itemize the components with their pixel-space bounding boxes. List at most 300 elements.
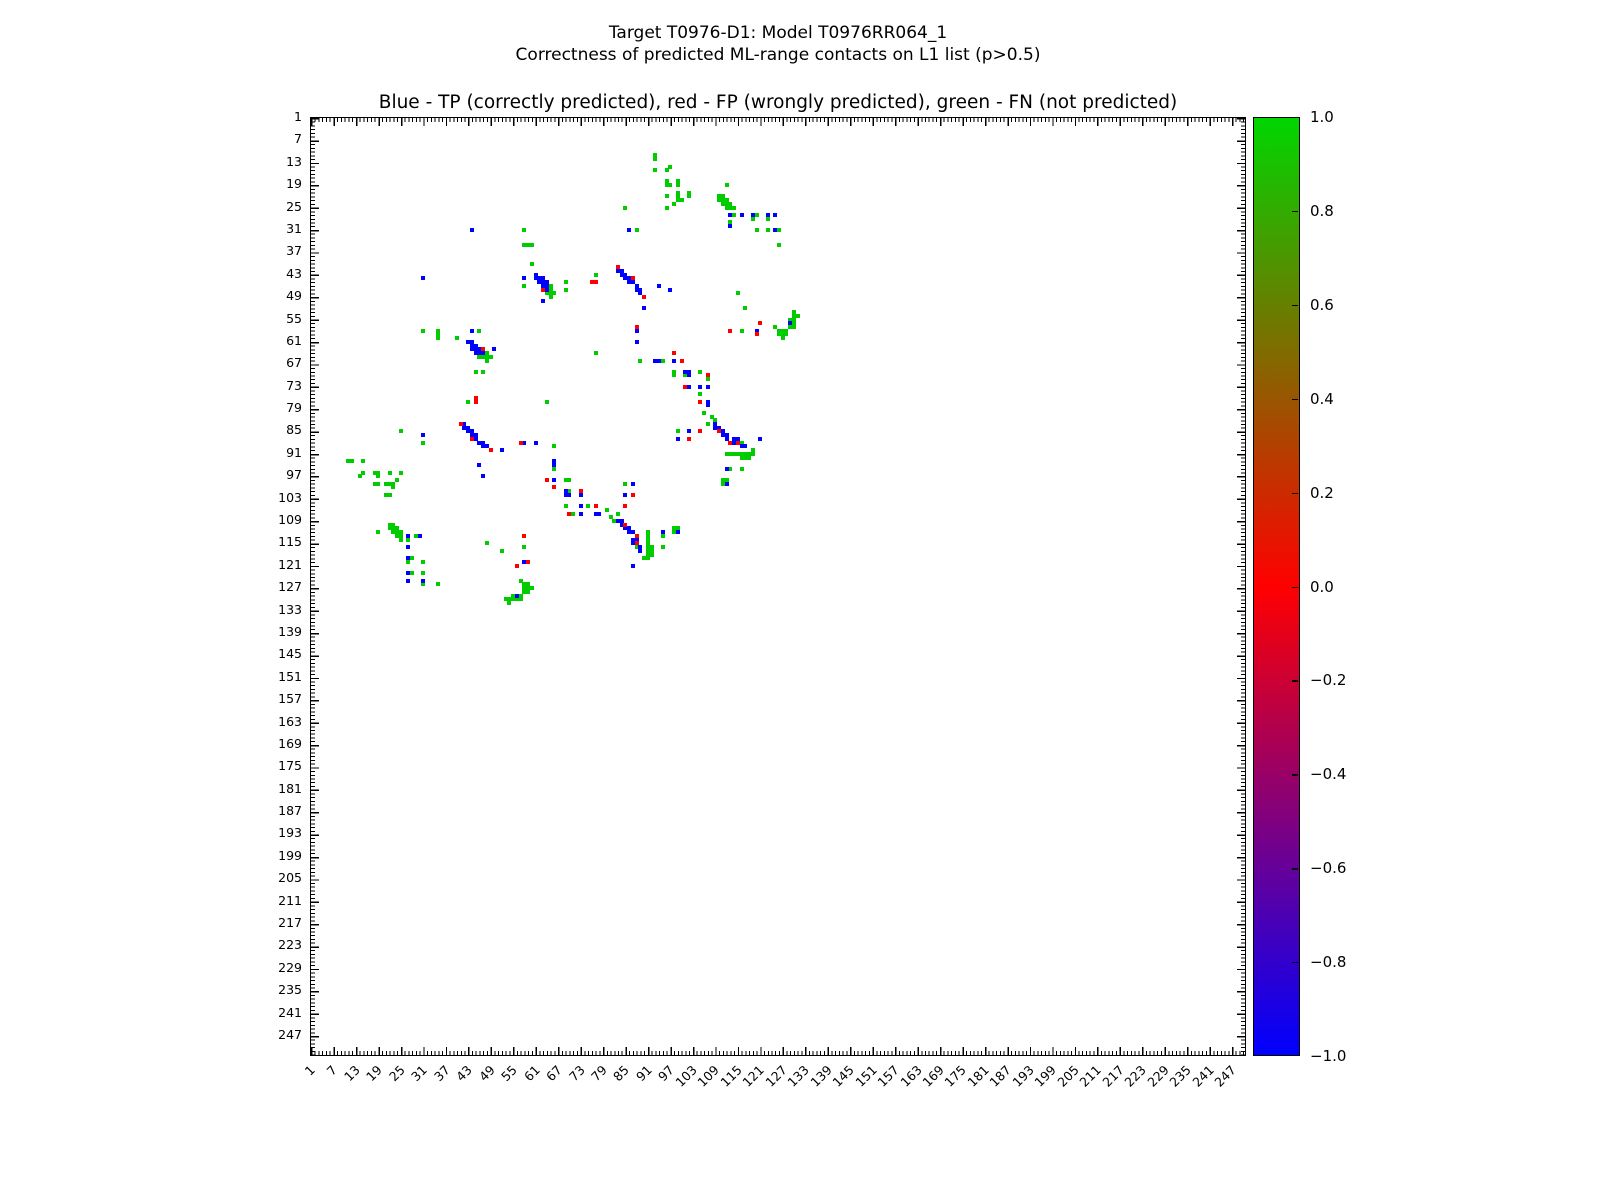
contact-marker <box>522 284 526 288</box>
contact-marker <box>702 411 706 415</box>
x-tick-label: 211 <box>1076 1062 1105 1090</box>
contact-marker <box>350 459 354 463</box>
x-tick-label: 97 <box>655 1062 678 1085</box>
contact-marker <box>736 441 740 445</box>
contact-marker <box>388 493 392 497</box>
x-tick-label: 1 <box>301 1062 318 1079</box>
contact-marker <box>657 359 661 363</box>
contact-marker <box>552 478 556 482</box>
contact-marker <box>579 512 583 516</box>
colorbar-tick-label: −0.4 <box>1310 765 1347 784</box>
x-tick-label: 235 <box>1166 1062 1194 1090</box>
contact-marker <box>594 504 598 508</box>
contact-marker <box>481 474 485 478</box>
colorbar-tick-label: 0.8 <box>1310 201 1334 220</box>
contact-marker <box>507 601 511 605</box>
contact-marker <box>410 556 414 560</box>
colorbar-tick-label: 0.0 <box>1310 577 1334 596</box>
x-tick-label: 19 <box>363 1062 386 1085</box>
contact-marker <box>564 504 568 508</box>
contact-marker <box>728 213 732 217</box>
contact-marker <box>635 325 639 329</box>
x-tick-label: 157 <box>874 1062 902 1090</box>
y-tick-label: 229 <box>278 959 302 975</box>
colorbar-tick-label: 1.0 <box>1310 108 1334 126</box>
y-tick-label: 205 <box>278 870 302 886</box>
contact-marker <box>410 571 414 575</box>
contact-marker <box>485 541 489 545</box>
contact-marker <box>466 400 470 404</box>
contact-marker <box>616 265 620 269</box>
contact-marker <box>421 276 425 280</box>
y-tick-label: 55 <box>286 310 302 326</box>
contact-marker <box>784 332 788 336</box>
contact-marker <box>796 314 800 318</box>
x-tick-label: 109 <box>694 1062 723 1090</box>
contact-marker <box>631 564 635 568</box>
contact-marker <box>406 545 410 549</box>
y-tick-label: 91 <box>286 444 302 460</box>
contact-marker <box>388 471 392 475</box>
contact-marker <box>526 590 530 594</box>
colorbar-tick <box>1292 399 1298 400</box>
contact-marker <box>399 471 403 475</box>
contact-marker <box>597 512 601 516</box>
x-tick-label: 31 <box>408 1062 431 1085</box>
contact-marker <box>399 429 403 433</box>
contact-marker <box>781 336 785 340</box>
contact-marker <box>522 276 526 280</box>
contact-marker <box>766 217 770 221</box>
y-tick-label: 73 <box>286 377 302 393</box>
y-tick-label: 211 <box>278 892 302 908</box>
contact-marker <box>477 329 481 333</box>
contact-marker <box>665 168 669 172</box>
contact-marker <box>687 429 691 433</box>
contact-marker <box>481 347 485 351</box>
contact-marker <box>777 228 781 232</box>
colorbar-tick <box>1292 774 1298 775</box>
x-tick-label: 25 <box>385 1062 408 1085</box>
y-tick-label: 139 <box>278 623 302 639</box>
y-tick-label: 163 <box>278 713 302 729</box>
contact-marker <box>421 433 425 437</box>
contact-marker <box>485 359 489 363</box>
contact-marker <box>552 485 556 489</box>
contact-marker <box>623 206 627 210</box>
contact-marker <box>698 429 702 433</box>
y-major-ticks-right <box>1237 118 1245 1055</box>
contact-marker <box>766 213 770 217</box>
contact-marker <box>747 456 751 460</box>
contact-marker <box>594 273 598 277</box>
contact-marker <box>455 336 459 340</box>
contact-marker <box>777 243 781 247</box>
contact-marker <box>755 332 759 336</box>
contact-marker <box>728 224 732 228</box>
contact-marker <box>421 579 425 583</box>
x-tick-label: 175 <box>941 1062 970 1090</box>
contact-marker <box>623 493 627 497</box>
x-tick-label: 115 <box>717 1062 745 1090</box>
contact-marker <box>579 489 583 493</box>
axes-title: Blue - TP (correctly predicted), red - FP (wrongly predicted), green - FN (not predicted) <box>378 92 1178 113</box>
contact-marker <box>545 288 549 292</box>
contact-marker <box>732 206 736 210</box>
contact-marker <box>418 534 422 538</box>
contact-marker <box>492 347 496 351</box>
contact-marker <box>522 545 526 549</box>
x-tick-label: 133 <box>784 1062 813 1090</box>
contact-marker <box>526 560 530 564</box>
colorbar-tick <box>1292 211 1298 212</box>
y-tick-label: 85 <box>286 422 302 438</box>
contact-marker <box>638 549 642 553</box>
contact-marker <box>728 467 732 471</box>
contact-marker <box>594 351 598 355</box>
x-tick-label: 79 <box>588 1062 610 1085</box>
x-tick-label: 121 <box>739 1062 768 1090</box>
contact-marker <box>579 493 583 497</box>
y-tick-label: 151 <box>278 668 302 684</box>
contact-marker <box>358 474 362 478</box>
y-tick-label: 169 <box>278 735 302 751</box>
colorbar-tick <box>1292 493 1298 494</box>
contact-marker <box>642 306 646 310</box>
contact-marker <box>623 504 627 508</box>
y-tick-label: 121 <box>278 556 302 572</box>
x-tick-label: 181 <box>964 1062 992 1090</box>
contact-marker <box>668 165 672 169</box>
contact-marker <box>530 586 534 590</box>
y-tick-label: 241 <box>278 1004 302 1020</box>
y-tick-label: 235 <box>278 982 302 998</box>
figure-title-line1: Target T0976-D1: Model T0976RR064_1 <box>608 23 948 43</box>
contact-marker <box>515 594 519 598</box>
contact-marker <box>421 582 425 586</box>
colorbar-tick <box>1292 868 1298 869</box>
contact-marker <box>665 194 669 198</box>
y-tick-label: 67 <box>286 355 302 371</box>
y-tick-label: 31 <box>286 220 302 236</box>
contact-marker <box>706 422 710 426</box>
contact-marker <box>605 508 609 512</box>
contact-marker <box>680 198 684 202</box>
x-tick-label: 7 <box>324 1062 341 1079</box>
contact-marker <box>530 262 534 266</box>
x-tick-label: 103 <box>672 1062 700 1090</box>
contact-marker <box>650 553 654 557</box>
contact-marker <box>672 351 676 355</box>
contact-marker <box>698 370 702 374</box>
contact-marker <box>631 482 635 486</box>
contact-marker <box>541 299 545 303</box>
x-tick-label: 163 <box>896 1062 925 1090</box>
contact-marker <box>683 385 687 389</box>
y-tick-label: 175 <box>278 758 302 774</box>
contact-marker <box>522 534 526 538</box>
y-tick-label: 193 <box>278 825 302 841</box>
contact-marker <box>623 523 627 527</box>
contact-marker <box>421 571 425 575</box>
y-tick-label: 109 <box>278 512 302 528</box>
figure-title-line2: Correctness of predicted ML-range contacts on L1 list (p>0.5) <box>515 45 1041 65</box>
contact-marker <box>740 467 744 471</box>
x-tick-label: 151 <box>851 1062 880 1090</box>
contact-marker <box>406 538 410 542</box>
colorbar-tick <box>1292 962 1298 963</box>
contact-marker <box>391 485 395 489</box>
contact-marker <box>687 194 691 198</box>
contact-marker <box>635 329 639 333</box>
contact-marker <box>623 482 627 486</box>
contact-marker <box>481 351 485 355</box>
contact-marker <box>631 493 635 497</box>
contact-marker <box>567 478 571 482</box>
contact-marker <box>549 295 553 299</box>
contact-marker <box>421 441 425 445</box>
contact-marker <box>519 597 523 601</box>
contact-marker <box>552 444 556 448</box>
x-major-ticks-bottom <box>311 1047 1245 1055</box>
y-tick-label: 247 <box>278 1026 302 1042</box>
contact-marker <box>627 228 631 232</box>
contact-marker <box>642 295 646 299</box>
x-tick-label: 205 <box>1054 1062 1082 1090</box>
contact-marker <box>635 534 639 538</box>
y-tick-label: 1 <box>294 109 302 124</box>
contact-marker <box>579 504 583 508</box>
contact-marker <box>773 228 777 232</box>
contact-marker <box>500 549 504 553</box>
contact-marker <box>515 564 519 568</box>
contact-marker <box>792 325 796 329</box>
contact-marker <box>534 441 538 445</box>
x-tick-label: 43 <box>453 1062 476 1085</box>
x-tick-label: 217 <box>1099 1062 1127 1090</box>
contact-marker <box>661 359 665 363</box>
x-major-ticks-top <box>311 118 1245 126</box>
contact-marker <box>653 157 657 161</box>
contact-marker <box>399 538 403 542</box>
contact-marker <box>616 512 620 516</box>
contact-marker <box>698 392 702 396</box>
contact-marker <box>635 228 639 232</box>
contact-marker <box>653 168 657 172</box>
contact-marker <box>672 373 676 377</box>
colorbar-tick <box>1292 680 1298 681</box>
contact-marker <box>755 228 759 232</box>
contact-marker <box>545 400 549 404</box>
contact-marker <box>668 288 672 292</box>
x-tick-label: 61 <box>520 1062 543 1085</box>
contact-marker <box>564 280 568 284</box>
contact-marker <box>676 437 680 441</box>
contact-marker <box>706 377 710 381</box>
x-tick-label: 91 <box>632 1062 655 1085</box>
x-tick-label: 85 <box>610 1062 633 1085</box>
contact-marker <box>646 556 650 560</box>
contact-marker <box>740 329 744 333</box>
contact-marker <box>376 482 380 486</box>
x-tick-label: 13 <box>340 1062 363 1085</box>
x-tick-label: 145 <box>829 1062 858 1090</box>
contact-marker <box>638 359 642 363</box>
colorbar-tick-label: −1.0 <box>1310 1047 1347 1065</box>
contact-marker <box>788 321 792 325</box>
x-tick-label: 169 <box>919 1062 947 1090</box>
y-tick-label: 19 <box>286 176 302 192</box>
contact-marker <box>406 560 410 564</box>
contact-marker <box>725 482 729 486</box>
contact-marker <box>717 429 721 433</box>
colorbar-tick-label: −0.6 <box>1310 859 1347 878</box>
contact-marker <box>406 534 410 538</box>
contact-marker <box>676 183 680 187</box>
y-tick-label: 61 <box>286 332 302 348</box>
y-tick-label: 217 <box>278 915 302 931</box>
contact-marker <box>635 541 639 545</box>
y-tick-label: 43 <box>286 265 302 281</box>
contact-marker <box>481 370 485 374</box>
contact-marker <box>725 183 729 187</box>
contact-marker <box>676 429 680 433</box>
x-tick-label: 241 <box>1188 1062 1217 1090</box>
contact-marker <box>755 213 759 217</box>
contact-marker <box>567 512 571 516</box>
contact-marker <box>376 530 380 534</box>
contact-marker <box>706 403 710 407</box>
colorbar-tick-label: 0.2 <box>1310 483 1334 502</box>
y-tick-label: 25 <box>286 198 302 214</box>
contact-marker <box>586 504 590 508</box>
contact-marker <box>687 437 691 441</box>
contact-marker <box>459 422 463 426</box>
contact-marker <box>395 478 399 482</box>
x-tick-label: 187 <box>986 1062 1015 1090</box>
colorbar-tick-label: 0.4 <box>1310 389 1334 408</box>
y-tick-label: 145 <box>278 646 302 662</box>
contact-marker <box>706 385 710 389</box>
contact-marker <box>541 288 545 292</box>
y-tick-label: 199 <box>278 847 302 863</box>
contact-marker <box>672 359 676 363</box>
contact-marker <box>477 463 481 467</box>
contact-marker <box>657 284 661 288</box>
colorbar-tick-label: −0.2 <box>1310 671 1347 690</box>
contact-marker <box>594 280 598 284</box>
y-tick-label: 223 <box>278 937 302 953</box>
contact-marker <box>522 228 526 232</box>
contact-marker <box>758 321 762 325</box>
contact-marker <box>728 441 732 445</box>
contact-marker <box>687 385 691 389</box>
contact-marker <box>530 243 534 247</box>
y-major-ticks-left <box>311 118 319 1055</box>
y-tick-label: 13 <box>286 153 302 169</box>
contact-marker <box>743 444 747 448</box>
plot-area <box>310 117 1246 1056</box>
contact-marker <box>698 385 702 389</box>
contact-marker <box>758 437 762 441</box>
y-tick-label: 103 <box>278 489 302 505</box>
contact-marker <box>552 467 556 471</box>
x-tick-label: 127 <box>762 1062 790 1090</box>
contact-marker <box>436 582 440 586</box>
contact-marker <box>725 467 729 471</box>
contact-marker <box>519 441 523 445</box>
contact-marker <box>567 493 571 497</box>
contact-marker <box>728 329 732 333</box>
contact-marker <box>552 463 556 467</box>
y-tick-label: 37 <box>286 243 302 259</box>
contact-marker <box>773 213 777 217</box>
contact-marker <box>406 556 410 560</box>
x-tick-label: 67 <box>543 1062 565 1085</box>
contact-marker <box>631 276 635 280</box>
contact-marker <box>661 530 665 534</box>
y-tick-label: 127 <box>278 579 302 595</box>
contact-marker <box>474 400 478 404</box>
y-tick-label: 49 <box>286 288 302 304</box>
contact-marker <box>552 291 556 295</box>
contact-marker <box>406 579 410 583</box>
contact-marker <box>545 478 549 482</box>
contact-marker <box>361 471 365 475</box>
contact-marker <box>421 329 425 333</box>
y-tick-label: 79 <box>286 400 302 416</box>
contact-marker <box>474 370 478 374</box>
contact-marker <box>672 202 676 206</box>
contact-marker <box>665 206 669 210</box>
contact-marker <box>751 213 755 217</box>
colorbar-tick-label: 0.6 <box>1310 295 1334 314</box>
x-tick-label: 73 <box>565 1062 588 1085</box>
contact-marker <box>661 545 665 549</box>
contact-marker <box>668 183 672 187</box>
contact-marker <box>680 359 684 363</box>
contact-marker <box>661 534 665 538</box>
contact-marker <box>470 228 474 232</box>
contact-marker <box>376 474 380 478</box>
contact-marker <box>470 329 474 333</box>
x-tick-label: 139 <box>807 1062 835 1090</box>
contact-marker <box>743 306 747 310</box>
x-tick-label: 199 <box>1031 1062 1060 1090</box>
contact-marker <box>687 373 691 377</box>
colorbar-tick <box>1292 305 1298 306</box>
y-tick-label: 157 <box>278 691 302 707</box>
contact-marker <box>676 530 680 534</box>
contact-marker <box>635 340 639 344</box>
contact-marker <box>361 459 365 463</box>
contact-marker <box>489 448 493 452</box>
y-tick-label: 133 <box>278 601 302 617</box>
contact-marker <box>564 288 568 292</box>
contact-marker <box>489 355 493 359</box>
x-tick-label: 193 <box>1009 1062 1037 1090</box>
contact-marker <box>766 228 770 232</box>
contact-marker <box>751 217 755 221</box>
contact-marker <box>706 373 710 377</box>
contact-marker <box>470 437 474 441</box>
colorbar-tick <box>1292 587 1298 588</box>
x-tick-label: 223 <box>1121 1062 1150 1090</box>
contact-marker <box>500 448 504 452</box>
y-tick-label: 7 <box>294 131 302 147</box>
y-tick-label: 181 <box>278 780 302 796</box>
x-tick-label: 37 <box>430 1062 453 1085</box>
